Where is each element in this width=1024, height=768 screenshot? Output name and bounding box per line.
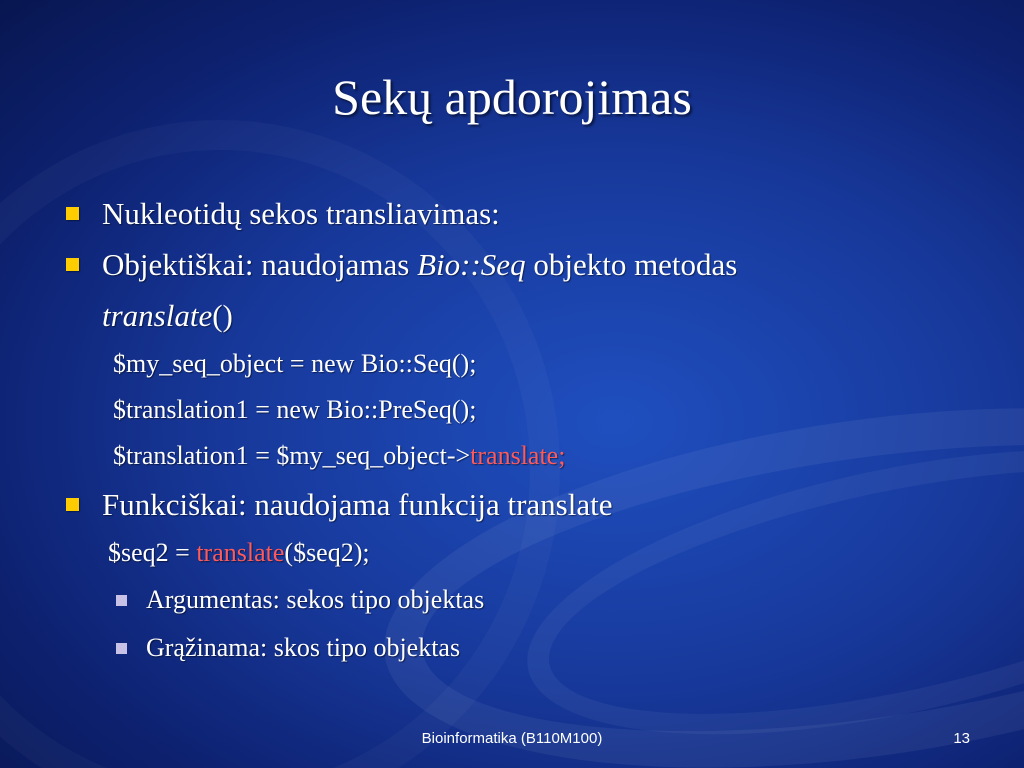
sub-bullet-text: Argumentas: sekos tipo objektas: [146, 585, 485, 614]
code-text: $seq2 =: [108, 538, 197, 567]
code-highlight: translate;: [470, 441, 566, 470]
slide-content: [62, 188, 982, 672]
sub-bullet-item: [62, 576, 982, 624]
sub-bullet-item: [62, 624, 982, 672]
bullet-text: objekto metodas: [525, 247, 738, 282]
bullet-text: Funkciškai: naudojama funkcija translate: [102, 487, 613, 522]
bullet-text: (): [212, 298, 233, 333]
square-bullet-icon: [116, 643, 127, 654]
code-text: ($seq2);: [284, 538, 370, 567]
code-line: [62, 433, 982, 479]
bullet-item: [62, 479, 982, 530]
page-number: 13: [953, 730, 970, 747]
square-bullet-icon: [116, 595, 127, 606]
bullet-text: Nukleotidų sekos transliavimas:: [102, 196, 500, 231]
code-line: $my_seq_object = new Bio::Seq();: [113, 349, 477, 378]
code-line: $translation1 = new Bio::PreSeq();: [113, 395, 477, 424]
sub-bullet-text: Grąžinama: skos tipo objektas: [146, 633, 461, 662]
code-line: [62, 530, 982, 576]
slide-title: Sekų apdorojimas: [332, 69, 692, 125]
code-text: $translation1 = $my_seq_object->: [113, 441, 471, 470]
italic-method-name: translate: [102, 298, 213, 333]
square-bullet-icon: [66, 258, 79, 271]
slide-footer: Bioinformatika (B110M100): [421, 730, 603, 747]
italic-class-name: Bio::Seq: [417, 247, 526, 282]
square-bullet-icon: [66, 498, 79, 511]
square-bullet-icon: [66, 207, 79, 220]
bullet-text: Objektiškai: naudojamas: [102, 247, 418, 282]
bullet-continuation: [102, 290, 982, 341]
bullet-item: [62, 239, 982, 341]
code-highlight: translate: [196, 538, 285, 567]
bullet-item: [62, 188, 982, 239]
